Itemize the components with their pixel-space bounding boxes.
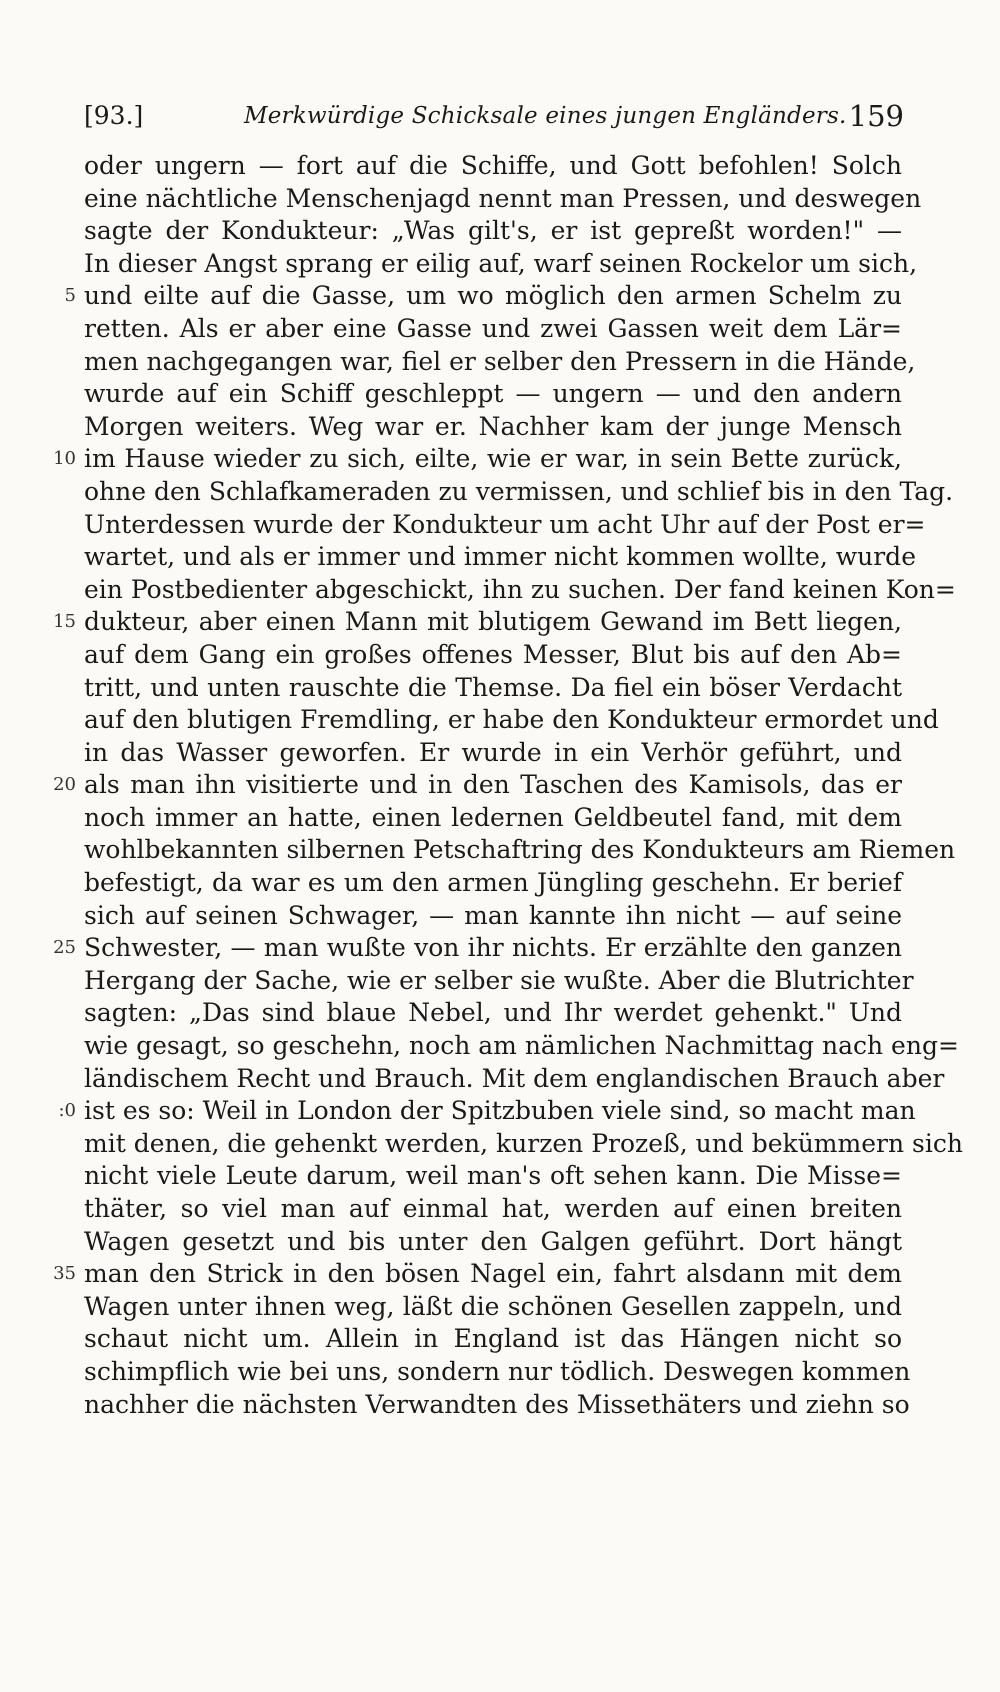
line-text: Schwester, — man wußte von ihr nichts. Er erzählte den ganzen	[84, 933, 902, 963]
text-line	[84, 476, 954, 509]
line-text: eine nächtliche Menschenjagd nennt man Pressen, und deswegen	[84, 183, 922, 213]
text-line	[84, 346, 916, 379]
line-text: oder ungern — fort auf die Schiffe, und Gott befohlen! Solch	[84, 151, 902, 180]
text-line	[84, 997, 902, 1030]
text-line	[84, 900, 902, 933]
line-text: in das Wasser geworfen. Er wurde in ein Verhör geführt, und	[84, 737, 902, 767]
line-number: 25	[53, 937, 76, 959]
line-text: auf den blutigen Fremdling, er habe den Kondukteur ermordet und	[84, 705, 939, 735]
line-text: tritt, und unten rauschte die Themse. Da fiel ein böser Verdacht	[84, 672, 902, 702]
text-line	[84, 965, 914, 998]
line-text: ist es so: Weil in London der Spitzbuben viele sind, so macht man	[84, 1096, 916, 1126]
line-text: Hergang der Sache, wie er selber sie wußte. Aber die Blutrichter	[84, 965, 914, 995]
line-text: nachher die nächsten Verwandten des Missethäters und ziehn so	[84, 1389, 910, 1419]
text-line	[58, 1095, 916, 1128]
running-header	[84, 96, 904, 136]
line-text: ohne den Schlafkameraden zu vermissen, und schlief bis in den Tag.	[84, 476, 954, 506]
text-line	[84, 867, 902, 900]
line-text: Morgen weiters. Weg war er. Nachher kam der junge Mensch	[84, 411, 902, 441]
text-line	[53, 443, 902, 476]
line-text: man den Strick in den bösen Nagel ein, fahrt alsdann mit dem	[84, 1259, 902, 1289]
text-line	[84, 1291, 902, 1324]
text-line	[84, 1063, 945, 1096]
text-line	[84, 1226, 902, 1259]
line-text: wurde auf ein Schiff geschleppt — ungern — und den andern	[84, 379, 902, 409]
section-marker: [93.]	[84, 101, 144, 130]
line-text: In dieser Angst sprang er eilig auf, warf seinen Rockelor um sich,	[84, 248, 918, 278]
text-line	[53, 606, 902, 639]
line-text: schaut nicht um. Allein in England ist das Hängen nicht so	[84, 1324, 902, 1354]
line-number: 20	[53, 774, 76, 796]
line-text: befestigt, da war es um den armen Jüngling geschehn. Er berief	[84, 868, 902, 898]
text-line	[84, 541, 916, 574]
page-number: 159	[848, 99, 904, 133]
line-text: Wagen gesetzt und bis unter den Galgen geführt. Dort hängt	[84, 1226, 902, 1256]
text-line	[53, 769, 902, 802]
text-line	[84, 639, 902, 672]
text-line	[84, 1389, 910, 1422]
text-line	[84, 672, 902, 705]
text-line	[84, 737, 902, 770]
line-text: dukteur, aber einen Mann mit blutigem Gewand im Bett liegen,	[84, 607, 902, 637]
body-text	[53, 150, 963, 1421]
line-text: sagte der Kondukteur: „Was gilt's, er ist gepreßt worden!" —	[84, 216, 902, 246]
line-text: ländischem Recht und Brauch. Mit dem englandischen Brauch aber	[84, 1063, 945, 1093]
line-text: sagten: „Das sind blaue Nebel, und Ihr werdet gehenkt." Und	[84, 998, 902, 1028]
line-text: Wagen unter ihnen weg, läßt die schönen Gesellen zappeln, und	[84, 1291, 902, 1321]
text-line	[84, 1030, 959, 1063]
text-line	[53, 932, 902, 965]
line-text: ein Postbedienter abgeschickt, ihn zu suchen. Der fand keinen Kon=	[84, 574, 956, 604]
line-number: 10	[53, 448, 76, 470]
text-line	[84, 1323, 902, 1356]
line-text: thäter, so viel man auf einmal hat, werden auf einen breiten	[84, 1194, 902, 1223]
text-line	[84, 1193, 902, 1226]
line-text: men nachgegangen war, fiel er selber den Pressern in die Hände,	[84, 346, 916, 376]
text-line	[84, 248, 918, 281]
line-text: mit denen, die gehenkt werden, kurzen Prozeß, und bekümmern sich	[84, 1128, 963, 1158]
line-text: retten. Als er aber eine Gasse und zwei Gassen weit dem Lär=	[84, 313, 902, 343]
text-line	[84, 1160, 902, 1193]
text-line	[84, 378, 902, 411]
text-line	[84, 150, 902, 183]
text-line	[84, 313, 902, 346]
text-line	[84, 834, 956, 867]
text-line	[53, 1258, 902, 1291]
text-line	[64, 280, 902, 313]
line-number: 5	[64, 285, 76, 307]
text-line	[84, 1356, 911, 1389]
line-text: und eilte auf die Gasse, um wo möglich den armen Schelm zu	[84, 281, 902, 311]
line-text: wie gesagt, so geschehn, noch am nämlichen Nachmittag nach eng=	[84, 1031, 959, 1061]
line-text: schimpflich wie bei uns, sondern nur tödlich. Deswegen kommen	[84, 1356, 911, 1386]
text-line	[84, 215, 902, 248]
text-line	[84, 704, 939, 737]
line-text: auf dem Gang ein großes offenes Messer, Blut bis auf den Ab=	[84, 639, 902, 669]
text-line	[84, 411, 902, 444]
line-text: wartet, und als er immer und immer nicht kommen wollte, wurde	[84, 542, 916, 572]
text-line	[84, 1128, 963, 1161]
running-title: Merkwürdige Schicksale eines jungen Engländers.	[244, 103, 847, 129]
line-text: Unterdessen wurde der Kondukteur um acht Uhr auf der Post er=	[84, 509, 926, 539]
line-text: noch immer an hatte, einen ledernen Geldbeutel fand, mit dem	[84, 802, 902, 832]
line-text: wohlbekannten silbernen Petschaftring des Kondukteurs am Riemen	[84, 835, 956, 865]
line-number: :0	[58, 1100, 76, 1122]
line-text: sich auf seinen Schwager, — man kannte ihn nicht — auf seine	[84, 900, 902, 930]
text-line	[84, 509, 926, 542]
text-line	[84, 802, 902, 835]
line-text: nicht viele Leute darum, weil man's oft sehen kann. Die Misse=	[84, 1161, 902, 1191]
text-line	[84, 574, 956, 607]
line-number: 15	[53, 611, 76, 633]
line-number: 35	[53, 1263, 76, 1285]
line-text: als man ihn visitierte und in den Taschen des Kamisols, das er	[84, 770, 902, 800]
text-line	[84, 183, 922, 216]
line-text: im Hause wieder zu sich, eilte, wie er war, in sein Bette zurück,	[84, 444, 902, 474]
